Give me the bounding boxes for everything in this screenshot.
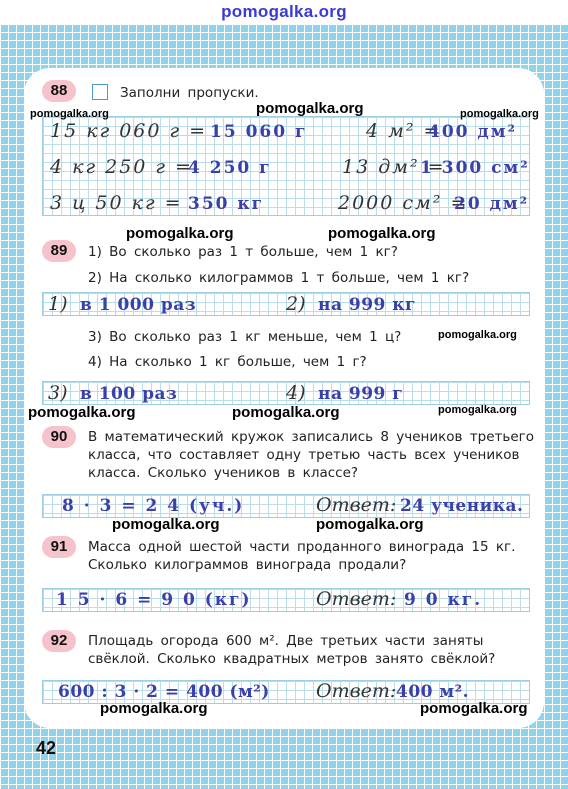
task-88-instruction: Заполни пропуски. — [120, 85, 259, 101]
task-89-answer-4-label: 4) — [286, 382, 306, 404]
watermark: pomogalka.org — [420, 700, 528, 717]
task-91-solution: 1 5 · 6 = 9 0 (кг) — [56, 590, 252, 610]
task-88-left-2-given: 4 кг 250 г = — [50, 156, 193, 178]
task-89-answer-2-label: 2) — [286, 293, 306, 315]
watermark: pomogalka.org — [28, 404, 136, 421]
task-89-answer-3-label: 3) — [48, 382, 68, 404]
page-number: 42 — [36, 738, 57, 758]
task-89-question-4: 4) На сколько 1 кг больше, чем 1 г? — [88, 354, 367, 370]
task-89-question-2: 2) На сколько килограммов 1 т больше, чем 1 кг? — [88, 270, 470, 286]
task-89-answer-1-label: 1) — [48, 293, 68, 315]
task-90-badge: 90 — [42, 426, 76, 448]
watermark: pomogalka.org — [30, 108, 109, 120]
task-88-checkbox[interactable] — [92, 84, 108, 100]
task-90-solution: 8 · 3 = 2 4 (уч.) — [62, 496, 245, 516]
task-90-text: В математический кружок записались 8 учеников третьего класса, что составляет одну третью часть всех учеников класса. Сколько учеников в классе? — [88, 429, 534, 481]
task-92-answer: 400 м². — [396, 682, 470, 702]
site-header[interactable]: pomogalka.org — [0, 0, 568, 24]
watermark: pomogalka.org — [328, 225, 436, 242]
task-89-answer-2: на 999 кг — [318, 295, 416, 315]
task-91-answer-label: Ответ: — [316, 588, 397, 610]
task-88-right-2-given: 13 дм² = — [342, 156, 446, 178]
task-88-left-1-given: 15 кг 060 г = — [50, 120, 208, 142]
watermark: pomogalka.org — [256, 100, 364, 117]
task-89-badge: 89 — [42, 240, 76, 262]
task-92-answer-label: Ответ: — [316, 680, 397, 702]
task-91-answer: 9 0 кг. — [404, 590, 483, 610]
task-89-question-1: 1) Во сколько раз 1 т больше, чем 1 кг? — [88, 244, 398, 260]
task-92-solution: 600 : 3 · 2 = 400 (м²) — [58, 682, 270, 702]
watermark: pomogalka.org — [438, 404, 517, 416]
task-92-badge: 92 — [42, 630, 76, 652]
task-88-right-2-answer: 1 300 см² — [420, 158, 530, 178]
task-90-answer-label: Ответ: — [316, 494, 397, 516]
task-88-right-3-answer: 20 дм² — [454, 194, 530, 214]
task-88-left-1-answer: 15 060 г — [210, 122, 308, 142]
task-88-left-3-answer: 350 кг — [188, 194, 265, 214]
task-89-answer-4: на 999 г — [318, 384, 404, 404]
task-88-right-3-given: 2000 см² = — [338, 192, 469, 214]
task-88-left-3-given: 3 ц 50 кг = — [50, 192, 183, 214]
task-89-answer-1: в 1 000 раз — [80, 295, 197, 315]
watermark: pomogalka.org — [112, 516, 220, 533]
watermark: pomogalka.org — [316, 516, 424, 533]
watermark: pomogalka.org — [100, 700, 208, 717]
task-89-question-3: 3) Во сколько раз 1 кг меньше, чем 1 ц? — [88, 329, 402, 345]
task-88-left-2-answer: 4 250 г — [188, 158, 272, 178]
task-89-answer-3: в 100 раз — [80, 384, 178, 404]
task-88-right-1-answer: 400 дм² — [428, 122, 517, 142]
watermark: pomogalka.org — [460, 108, 539, 120]
task-92-text: Площадь огорода 600 м². Две третьих части заняты свёклой. Сколько квадратных метров занято свёклой? — [88, 633, 496, 667]
watermark: pomogalka.org — [438, 329, 517, 341]
task-88-badge: 88 — [42, 80, 76, 102]
task-88-right-1-given: 4 м² = — [366, 120, 442, 142]
watermark: pomogalka.org — [232, 404, 340, 421]
task-91-text: Масса одной шестой части проданного винограда 15 кг. Сколько килограммов винограда продали? — [88, 539, 516, 573]
task-91-badge: 91 — [42, 536, 76, 558]
task-90-answer: 24 ученика. — [400, 496, 524, 516]
watermark: pomogalka.org — [126, 225, 234, 242]
